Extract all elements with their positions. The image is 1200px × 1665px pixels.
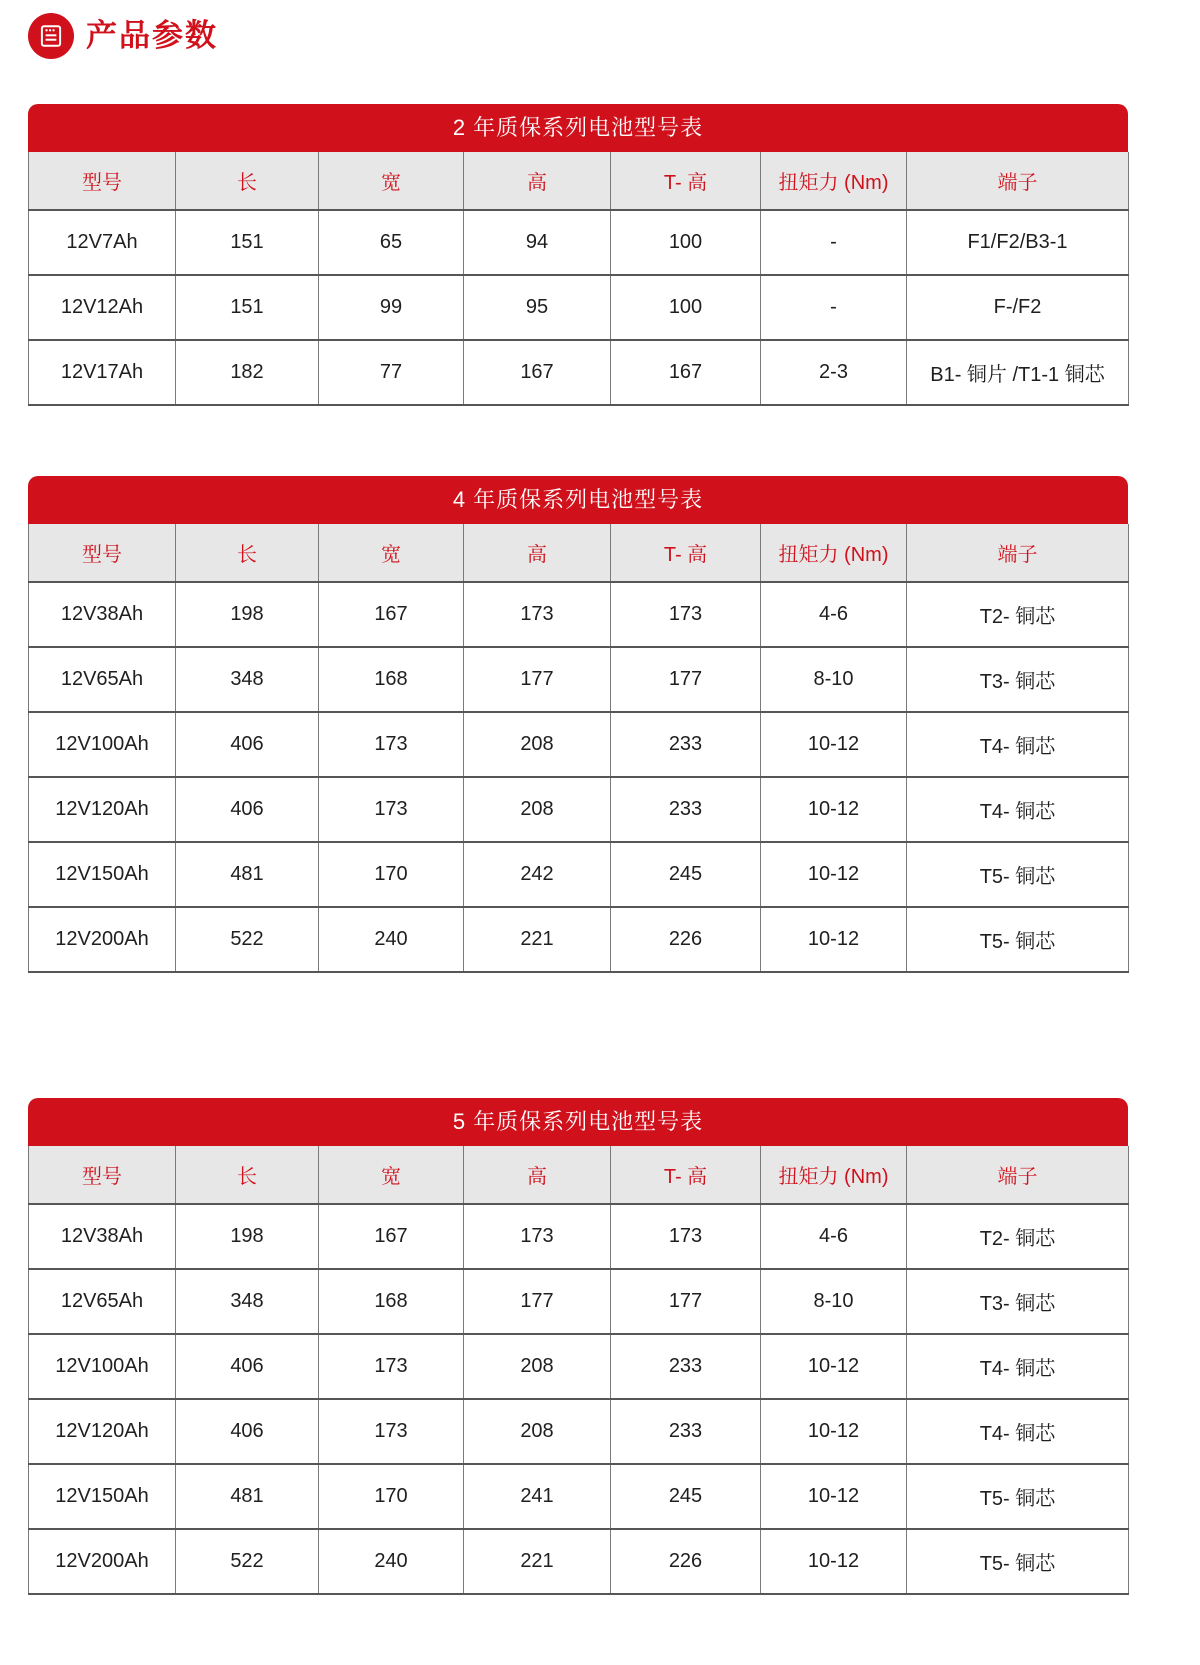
table-cell: T4- 铜芯 — [907, 777, 1129, 842]
header-cell: 高 — [464, 524, 611, 582]
table-cell: 173 — [319, 777, 464, 842]
table-cell: 406 — [176, 1334, 319, 1399]
table-cell: 167 — [611, 340, 761, 405]
table-head — [29, 152, 1129, 210]
table-cell: 177 — [464, 1269, 611, 1334]
table-cell: 208 — [464, 777, 611, 842]
header-cell: 扭矩力 (Nm) — [761, 152, 907, 210]
spec-table-4year — [28, 524, 1129, 973]
table-row — [29, 582, 1129, 647]
table-cell: 168 — [319, 647, 464, 712]
table-cell: 245 — [611, 1464, 761, 1529]
table-cell: T3- 铜芯 — [907, 647, 1129, 712]
header-cell: 扭矩力 (Nm) — [761, 1146, 907, 1204]
table-cell: 198 — [176, 582, 319, 647]
table-cell: 99 — [319, 275, 464, 340]
table-cell: 481 — [176, 1464, 319, 1529]
table-cell: F-/F2 — [907, 275, 1129, 340]
table-cell: 406 — [176, 1399, 319, 1464]
table-body — [29, 1204, 1129, 1594]
table-cell: 10-12 — [761, 777, 907, 842]
table-cell: 8-10 — [761, 647, 907, 712]
table-cell: 8-10 — [761, 1269, 907, 1334]
table-row — [29, 1204, 1129, 1269]
table-cell: 167 — [464, 340, 611, 405]
table-cell: 12V120Ah — [29, 777, 176, 842]
table-header-row — [29, 524, 1129, 582]
table-cell: 226 — [611, 1529, 761, 1594]
table-row — [29, 1529, 1129, 1594]
table-cell: 245 — [611, 842, 761, 907]
table-cell: 177 — [611, 1269, 761, 1334]
table-cell: 522 — [176, 1529, 319, 1594]
header-cell: 宽 — [319, 152, 464, 210]
table-cell: 233 — [611, 777, 761, 842]
spec-table-2year — [28, 152, 1129, 406]
table-row — [29, 907, 1129, 972]
table-row — [29, 712, 1129, 777]
table-cell: 208 — [464, 1399, 611, 1464]
table-cell: T3- 铜芯 — [907, 1269, 1129, 1334]
table-cell: 12V200Ah — [29, 907, 176, 972]
table-cell: 167 — [319, 582, 464, 647]
table-row — [29, 210, 1129, 275]
table-cell: 177 — [464, 647, 611, 712]
table-cell: - — [761, 275, 907, 340]
table-cell: 151 — [176, 210, 319, 275]
table-cell: 240 — [319, 1529, 464, 1594]
table-cell: 208 — [464, 1334, 611, 1399]
table-row — [29, 340, 1129, 405]
table-cell: 12V7Ah — [29, 210, 176, 275]
table-cell: 12V65Ah — [29, 1269, 176, 1334]
page-title: 产品参数 — [86, 18, 218, 53]
table-row — [29, 647, 1129, 712]
table-cell: 12V150Ah — [29, 1464, 176, 1529]
table-cell: 233 — [611, 1334, 761, 1399]
table-cell: 481 — [176, 842, 319, 907]
header-cell: T- 高 — [611, 152, 761, 210]
table-cell: 233 — [611, 712, 761, 777]
table-cell: 95 — [464, 275, 611, 340]
table-title-2year: 2 年质保系列电池型号表 — [28, 104, 1128, 152]
table-cell: 10-12 — [761, 712, 907, 777]
header-cell: 宽 — [319, 1146, 464, 1204]
header-cell: 高 — [464, 1146, 611, 1204]
spec-sheet-icon — [28, 13, 74, 59]
table-cell: 12V200Ah — [29, 1529, 176, 1594]
table-cell: 10-12 — [761, 907, 907, 972]
table-block-4year — [28, 476, 1128, 973]
spec-sheet-icon-glyph — [37, 22, 65, 50]
table-cell: 208 — [464, 712, 611, 777]
table-cell: - — [761, 210, 907, 275]
table-cell: 226 — [611, 907, 761, 972]
table-row — [29, 275, 1129, 340]
table-cell: F1/F2/B3-1 — [907, 210, 1129, 275]
header-cell: 端子 — [907, 1146, 1129, 1204]
table-title-5year: 5 年质保系列电池型号表 — [28, 1098, 1128, 1146]
table-cell: 12V120Ah — [29, 1399, 176, 1464]
table-cell: 10-12 — [761, 1464, 907, 1529]
table-header-row — [29, 152, 1129, 210]
table-cell: 12V65Ah — [29, 647, 176, 712]
header-cell: 长 — [176, 1146, 319, 1204]
table-body — [29, 582, 1129, 972]
table-cell: 65 — [319, 210, 464, 275]
table-cell: 94 — [464, 210, 611, 275]
table-cell: 10-12 — [761, 842, 907, 907]
header-cell: 高 — [464, 152, 611, 210]
table-cell: 2-3 — [761, 340, 907, 405]
table-cell: T5- 铜芯 — [907, 842, 1129, 907]
table-cell: T4- 铜芯 — [907, 712, 1129, 777]
table-cell: 522 — [176, 907, 319, 972]
table-cell: T5- 铜芯 — [907, 1464, 1129, 1529]
header-cell: 长 — [176, 152, 319, 210]
table-row — [29, 842, 1129, 907]
table-cell: 221 — [464, 907, 611, 972]
table-cell: T2- 铜芯 — [907, 582, 1129, 647]
spec-table-5year — [28, 1146, 1129, 1595]
table-row — [29, 1464, 1129, 1529]
table-cell: 12V100Ah — [29, 1334, 176, 1399]
table-block-5year — [28, 1098, 1128, 1595]
table-title-4year: 4 年质保系列电池型号表 — [28, 476, 1128, 524]
table-row — [29, 777, 1129, 842]
table-cell: 173 — [464, 582, 611, 647]
table-cell: 173 — [319, 1399, 464, 1464]
product-parameters-page — [28, 13, 1128, 1595]
table-cell: 240 — [319, 907, 464, 972]
header-cell: T- 高 — [611, 1146, 761, 1204]
table-cell: T5- 铜芯 — [907, 1529, 1129, 1594]
table-body — [29, 210, 1129, 405]
table-cell: 12V150Ah — [29, 842, 176, 907]
table-cell: 10-12 — [761, 1334, 907, 1399]
table-cell: 167 — [319, 1204, 464, 1269]
header-cell: 扭矩力 (Nm) — [761, 524, 907, 582]
table-cell: 12V100Ah — [29, 712, 176, 777]
table-cell: B1- 铜片 /T1-1 铜芯 — [907, 340, 1129, 405]
table-cell: 233 — [611, 1399, 761, 1464]
header-cell: 型号 — [29, 524, 176, 582]
header-cell: 端子 — [907, 524, 1129, 582]
table-cell: 348 — [176, 647, 319, 712]
table-cell: 170 — [319, 842, 464, 907]
table-cell: 173 — [319, 712, 464, 777]
table-cell: 198 — [176, 1204, 319, 1269]
table-cell: 100 — [611, 275, 761, 340]
table-cell: 4-6 — [761, 1204, 907, 1269]
table-head — [29, 1146, 1129, 1204]
table-cell: 406 — [176, 777, 319, 842]
table-cell: 406 — [176, 712, 319, 777]
table-block-2year — [28, 104, 1128, 406]
table-cell: 12V38Ah — [29, 1204, 176, 1269]
table-cell: 221 — [464, 1529, 611, 1594]
header-cell: 型号 — [29, 1146, 176, 1204]
table-row — [29, 1399, 1129, 1464]
header-cell: 宽 — [319, 524, 464, 582]
table-cell: 170 — [319, 1464, 464, 1529]
header-cell: 端子 — [907, 152, 1129, 210]
table-head — [29, 524, 1129, 582]
header-cell: T- 高 — [611, 524, 761, 582]
table-cell: T5- 铜芯 — [907, 907, 1129, 972]
table-cell: 348 — [176, 1269, 319, 1334]
table-cell: 4-6 — [761, 582, 907, 647]
table-cell: 173 — [611, 1204, 761, 1269]
header-cell: 长 — [176, 524, 319, 582]
table-cell: 10-12 — [761, 1399, 907, 1464]
table-cell: 173 — [464, 1204, 611, 1269]
table-cell: 168 — [319, 1269, 464, 1334]
table-header-row — [29, 1146, 1129, 1204]
table-cell: 100 — [611, 210, 761, 275]
table-cell: 173 — [611, 582, 761, 647]
table-cell: 173 — [319, 1334, 464, 1399]
table-row — [29, 1334, 1129, 1399]
table-cell: 12V38Ah — [29, 582, 176, 647]
table-cell: 182 — [176, 340, 319, 405]
table-cell: 12V17Ah — [29, 340, 176, 405]
table-cell: 12V12Ah — [29, 275, 176, 340]
table-cell: 77 — [319, 340, 464, 405]
header-cell: 型号 — [29, 152, 176, 210]
section-header — [28, 13, 1128, 59]
table-cell: 10-12 — [761, 1529, 907, 1594]
table-cell: T2- 铜芯 — [907, 1204, 1129, 1269]
table-cell: 177 — [611, 647, 761, 712]
table-row — [29, 1269, 1129, 1334]
table-cell: 151 — [176, 275, 319, 340]
table-cell: 242 — [464, 842, 611, 907]
table-cell: 241 — [464, 1464, 611, 1529]
table-cell: T4- 铜芯 — [907, 1334, 1129, 1399]
table-cell: T4- 铜芯 — [907, 1399, 1129, 1464]
